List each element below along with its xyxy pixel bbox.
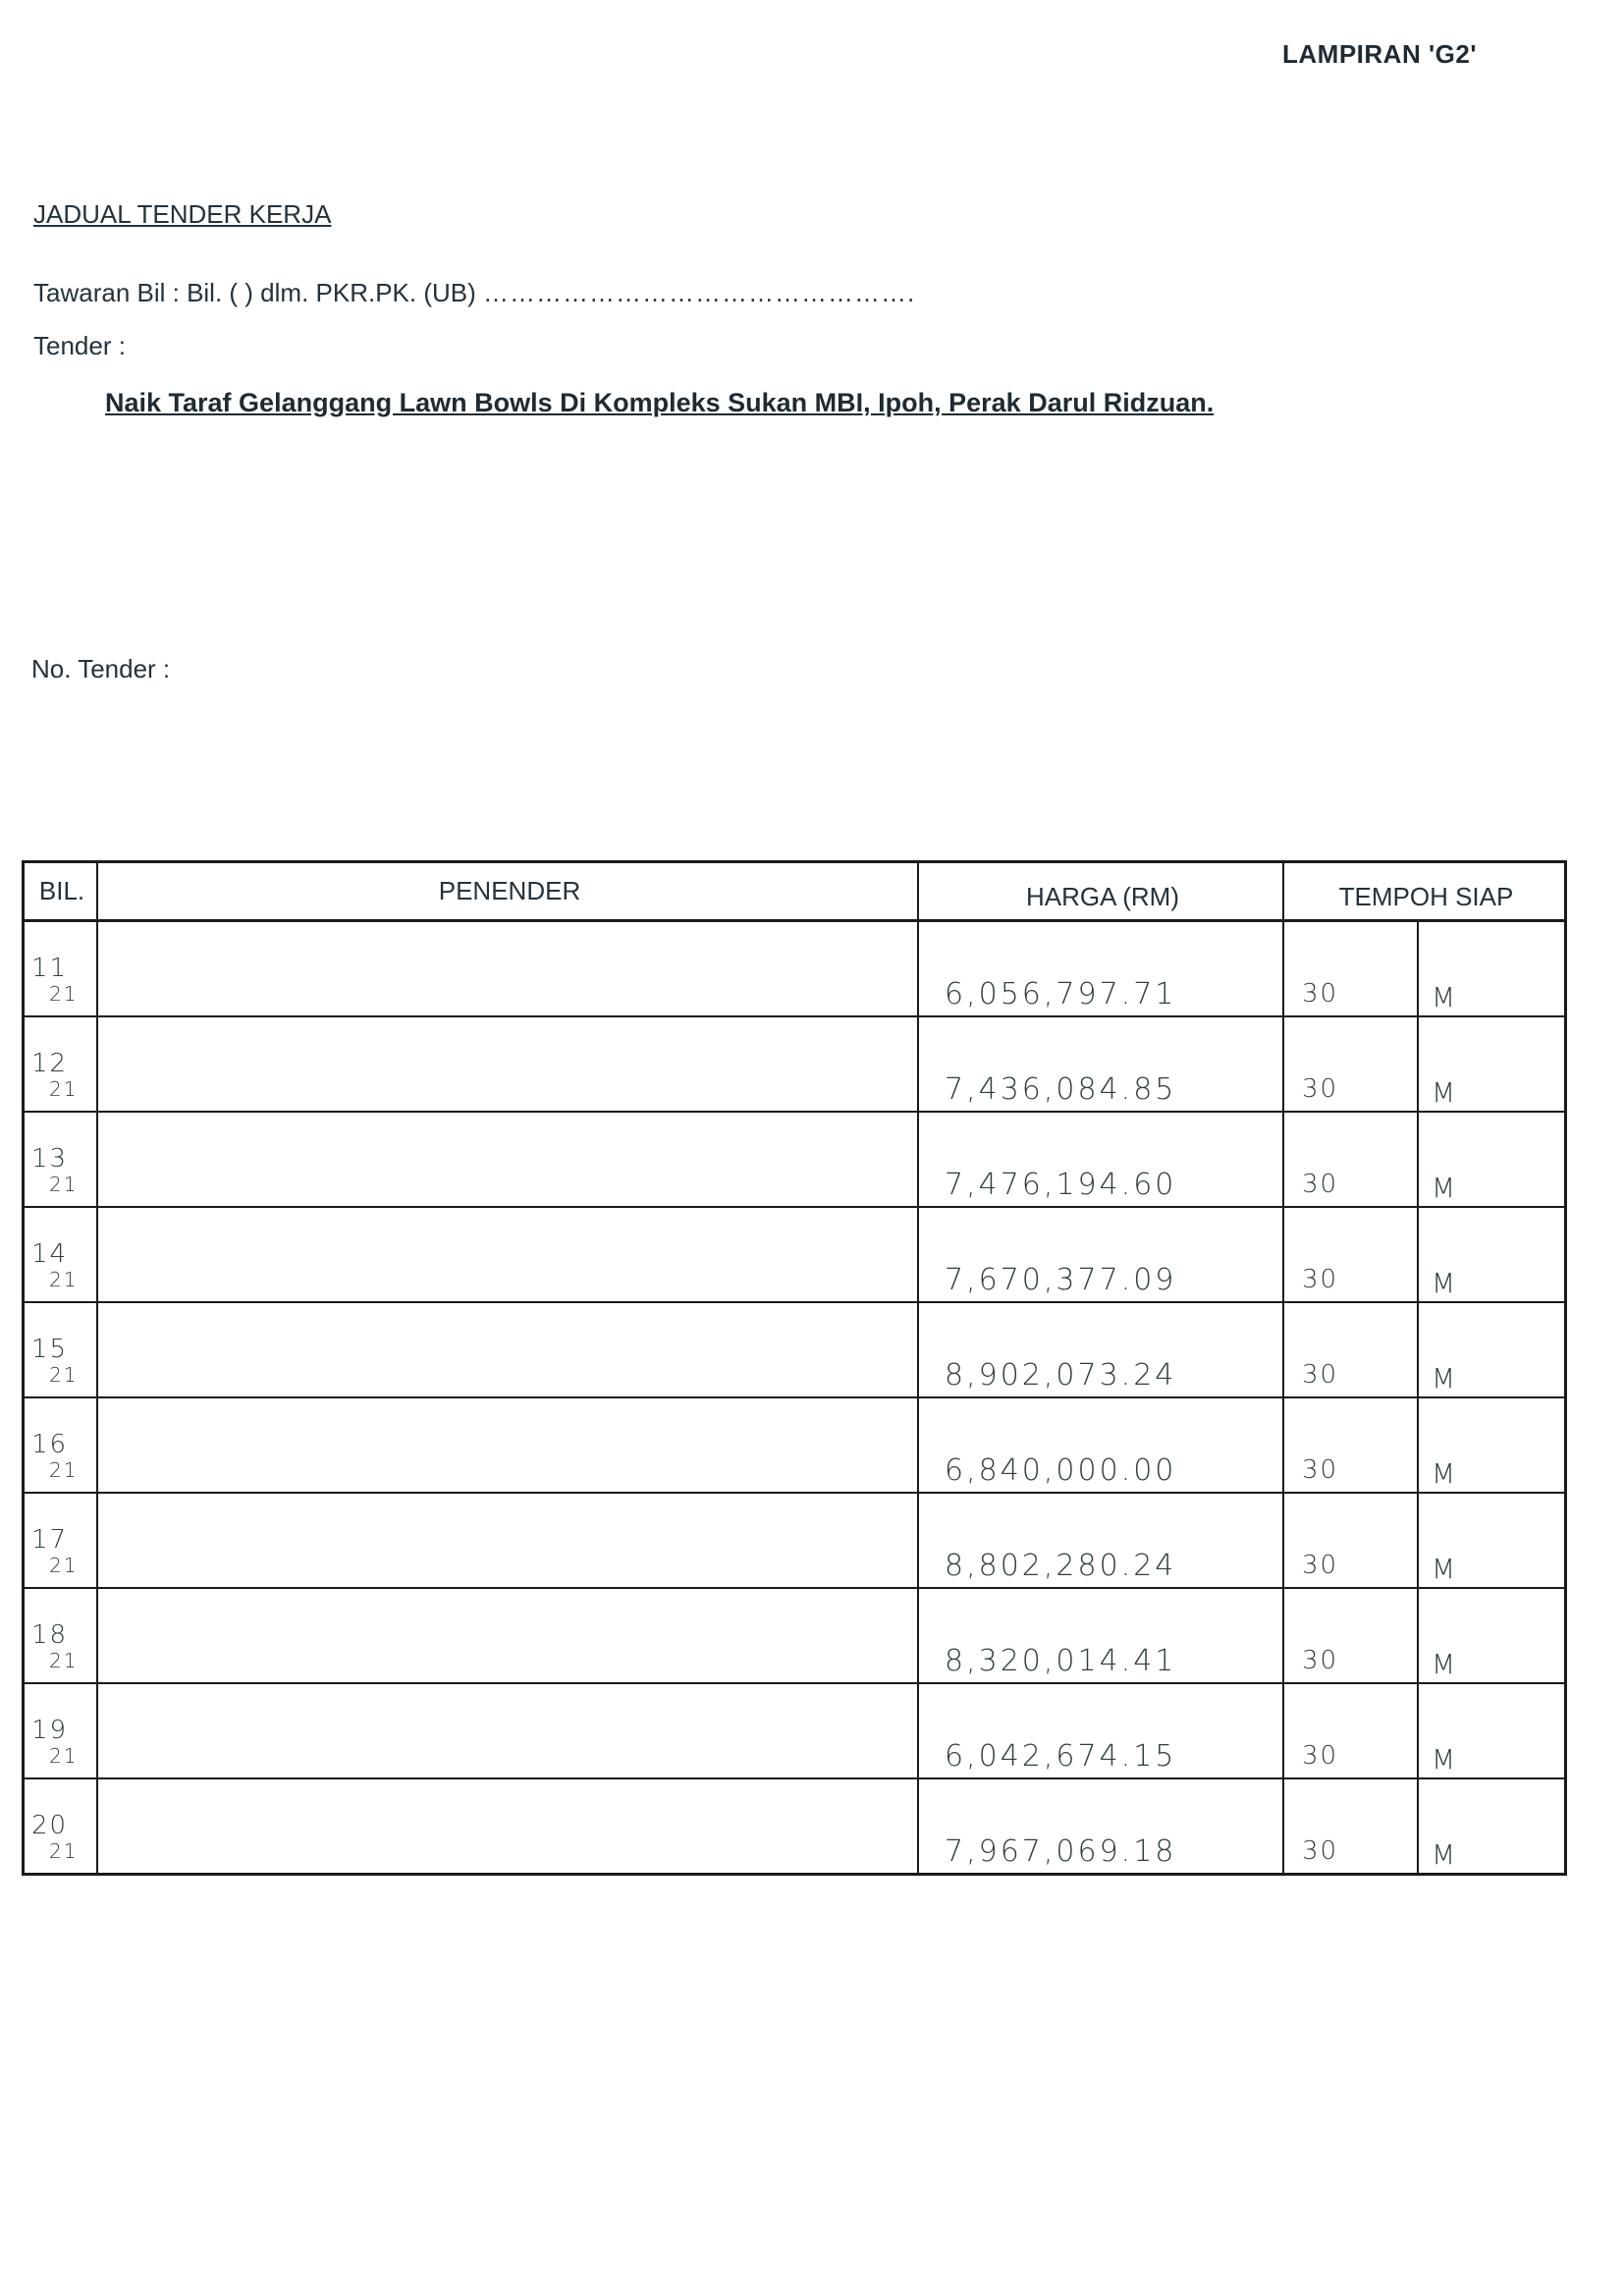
table-row [22,1398,1567,1494]
tempoh-cell: 30 [1302,979,1339,1009]
tempoh-unit-cell: M [1432,1267,1458,1299]
bil-denominator: 21 [49,1363,79,1387]
tawaran-label: Tawaran Bil : Bil. ( ) dlm. PKR.PK. (UB) [33,278,476,307]
table-row [22,1113,1567,1208]
bil-cell [31,1813,78,1864]
table-header [25,863,1564,922]
tempoh-cell: 30 [1302,1265,1339,1294]
bil-denominator: 21 [49,1839,79,1863]
bil-cell [31,1622,78,1673]
bil-number: 11 [31,954,69,983]
tempoh-cell: 30 [1302,1074,1339,1104]
table-row [22,922,1567,1017]
harga-cell: 7,967,069.18 [945,1834,1177,1869]
bil-number: 15 [31,1335,69,1364]
harga-cell: 7,436,084.85 [945,1072,1177,1107]
tempoh-unit-cell: M [1432,1648,1458,1680]
bil-cell [31,1146,78,1197]
bil-cell [31,1241,78,1292]
document-title: JADUAL TENDER KERJA [33,199,332,229]
tempoh-cell: 30 [1302,1360,1339,1390]
table-row [22,1589,1567,1684]
table-row [22,1303,1567,1398]
tempoh-unit-cell: M [1432,1457,1458,1490]
tempoh-unit-cell: M [1432,1743,1458,1776]
bil-number: 20 [31,1811,69,1840]
harga-cell: 7,476,194.60 [945,1168,1177,1202]
table-row [22,1779,1567,1875]
bil-denominator: 21 [49,1554,79,1577]
harga-cell: 8,902,073.24 [945,1358,1177,1393]
harga-cell: 7,670,377.09 [945,1263,1177,1297]
bil-denominator: 21 [49,1649,79,1672]
tempoh-unit-cell: M [1432,1553,1458,1585]
tempoh-unit-cell: M [1432,1076,1458,1109]
tempoh-unit-cell: M [1432,1362,1458,1394]
bil-cell [31,1051,78,1102]
tempoh-cell: 30 [1302,1551,1339,1580]
bil-number: 19 [31,1716,69,1745]
header-tempoh: TEMPOH SIAP [1338,882,1514,911]
bil-cell [31,1718,78,1769]
tempoh-cell: 30 [1302,1455,1339,1485]
tawaran-line [33,278,915,308]
harga-cell: 6,042,674.15 [945,1739,1177,1774]
harga-cell: 6,840,000.00 [945,1453,1177,1488]
bil-cell [31,1432,78,1483]
tawaran-dots: …………………………………………. [483,278,916,307]
bil-number: 18 [31,1620,69,1650]
harga-cell: 6,056,797.71 [945,977,1177,1011]
tempoh-cell: 30 [1302,1170,1339,1199]
table-row [22,1684,1567,1779]
harga-cell: 8,320,014.41 [945,1644,1177,1678]
header-harga: HARGA (RM) [1026,882,1179,911]
tempoh-unit-cell: M [1432,1172,1458,1204]
harga-cell: 8,802,280.24 [945,1549,1177,1583]
header-penender: PENENDER [438,876,581,905]
tempoh-unit-cell: M [1432,981,1458,1013]
lampiran-label: LAMPIRAN 'G2' [1282,39,1477,69]
tempoh-cell: 30 [1302,1646,1339,1675]
project-title: Naik Taraf Gelanggang Lawn Bowls Di Kompleks Sukan MBI, Ipoh, Perak Darul Ridzuan. [105,388,1215,417]
bil-cell [31,1527,78,1578]
bil-denominator: 21 [49,1077,79,1101]
bil-number: 17 [31,1525,69,1555]
table-row [22,1208,1567,1303]
tempoh-cell: 30 [1302,1741,1339,1771]
tender-label: Tender : [33,331,126,360]
bil-cell [31,1337,78,1388]
header-bil: BIL. [38,876,85,905]
tempoh-unit-cell: M [1432,1838,1458,1871]
tempoh-cell: 30 [1302,1836,1339,1866]
no-tender-label: No. Tender : [31,654,171,683]
bil-number: 12 [31,1049,69,1078]
bil-number: 14 [31,1239,69,1269]
bil-denominator: 21 [49,1173,79,1196]
bil-cell [31,956,78,1007]
bil-denominator: 21 [49,1458,79,1482]
bil-denominator: 21 [49,982,79,1006]
bil-denominator: 21 [49,1268,79,1291]
bil-number: 13 [31,1144,69,1174]
bil-number: 16 [31,1430,69,1459]
tender-schedule-table [22,860,1567,1876]
table-row [22,1017,1567,1113]
bil-denominator: 21 [49,1744,79,1768]
table-row [22,1494,1567,1589]
